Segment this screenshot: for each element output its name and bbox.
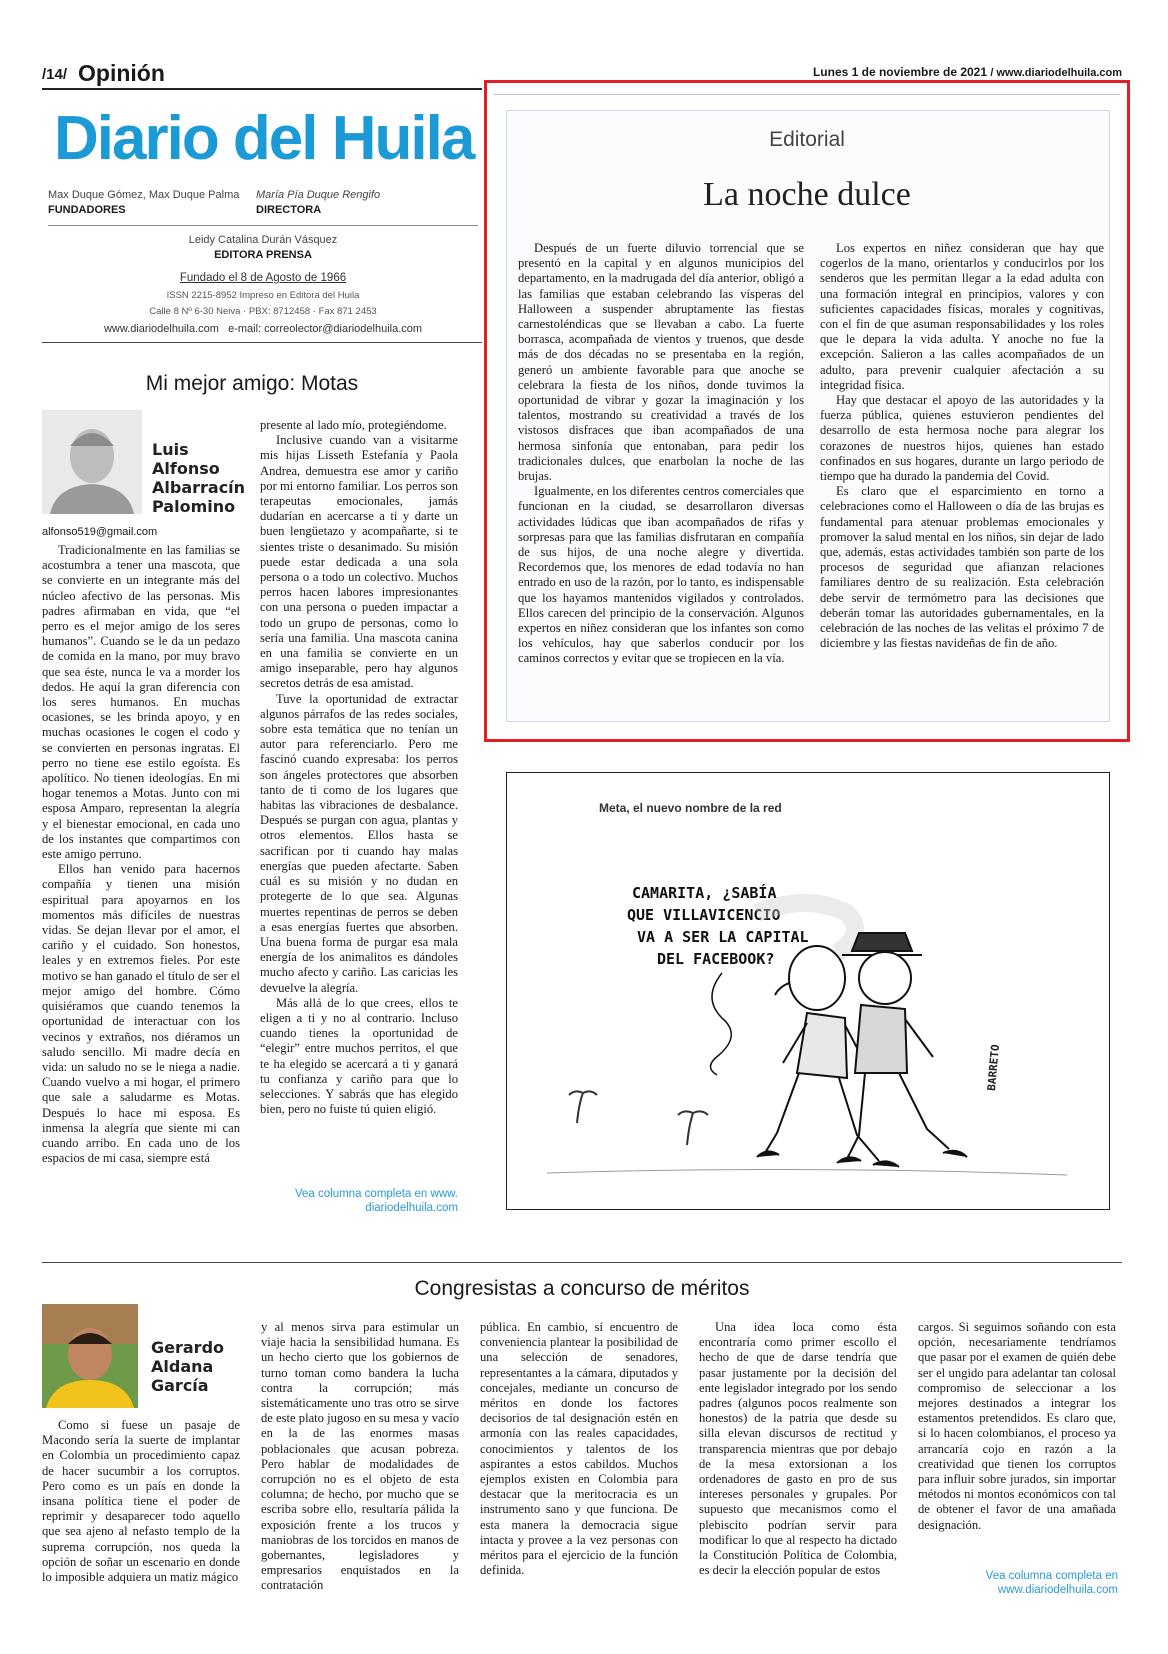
column2-body-e <box>918 1320 1116 1533</box>
editor-name: Leidy Catalina Durán Vásquez <box>188 234 338 246</box>
header-date <box>813 65 1122 79</box>
editorial-top-rule <box>494 94 1120 95</box>
paragraph: Igualmente, en los diferentes centros comerciales que funcionan en la ciudad, se desarrollaron diversas actividades lúdicas que iban acompañados de rifas y sorpresas para que las familias disfrutaran en compañía de sus hijos, de una noche alegre y divertida. Recordemos que, los menores de edad todavía no han entrado en uso de la razón, por lo tanto, es indispensable que los hayamos mantenidos vigilados y controlados. Ellos carecen del principio de la conservación. Algunos expertos en niñez consideran que los infantes son como los vehículos, hay que saberlos conducir por los caminos correctos y evitar que se tropiecen en la vía. <box>518 484 804 666</box>
director-label: DIRECTORA <box>256 204 322 216</box>
speech-line-2: QUE VILLAVICENCIO <box>627 906 781 924</box>
founders-names: Max Duque Gómez, Max Duque Palma <box>48 189 240 201</box>
column1-title: Mi mejor amigo: Motas <box>145 372 359 395</box>
paragraph: Los expertos en niñez consideran que hay que cogerlos de la mano, orientarlos y conducirlos por los senderos que les permitan llegar a la edad adulta con una formación integral en principios, valores y con suficientes capacidades físicas, morales y cognitivas, con el fin de que asuman responsabilidades y los roles que le depara la vida adulta. Y anoche no fue la excepción. Salieron a las calles acompañados de un adulto, para prevenir cualquier afectación a su integridad física. <box>820 241 1104 392</box>
speech-line-4: DEL FACEBOOK? <box>657 950 775 968</box>
character-right <box>837 933 967 1163</box>
page-number: /14/ <box>42 66 68 83</box>
paragraph: Tradicionalmente en las familias se acostumbra a tener una mascota, que se convierte en un integrante más del núcleo afectivo de las personas. Mis padres afirmaban en vida, que “el perro es el mejor amigo de los seres humanos”. Cuando se le da un pedazo de comida en la mano, por muy bravo que sea éste, nunca le va a morder los dedos. He aquí la gran diferencia con los seres humanos. En muchas ocasiones, se les brinda apoyo, y en muchas ocasiones le cogen el codo y se convierten en personas ingratas. El perro no tiene ese estilo egoísta. Es apolítico. No tienen ideologías. En mi hogar tenemos a Motas. Junto con mi esposa Amparo, representan la alegría y el bienestar emocional, en cada uno de los instantes que compartimos con este amigo perruno. <box>42 543 240 862</box>
paragraph: Hay que destacar el apoyo de las autoridades y la fuerza pública, quienes estuvieron pendientes del desarrollo de esta hermosa noche para alegrar los corazones de nuestros hijos, quienes han estado confinados en sus hogares, durante un largo periodo de tiempo que ha durado la pandemia del Covid. <box>820 393 1104 484</box>
paragraph: cargos. Si seguimos soñando con esta opción, necesariamente tendríamos que pasar por el examen de quién debe ser el ungido para adelantar tan colosal compromiso de seleccionar a los mejores destinados a integrar los estamentos pretendidos. Es claro que, si lo hacen colombianos, el proceso ya arrancaría cojo en razón a la creatividad que tienen los corruptos para influir sobre jurados, sin importar métodos ni montos económicos con tal de obtener el favor de una amañada designación. <box>918 1320 1116 1532</box>
founded-line: Fundado el 8 de Agosto de 1966 <box>179 272 347 284</box>
speech-tail <box>710 973 731 1075</box>
section-title: Opinión <box>78 60 165 86</box>
more-link-line-2[interactable]: www.diariodelhuila.com <box>997 1584 1118 1596</box>
paragraph: Ellos han venido para hacernos compañía y tienen una misión espiritual para apoyarnos en los momentos más difíciles de nuestras vidas. Se dejan llevar por el amor, el cariño y el cuidado. Son honestos, leales y en extremos fieles. Por este motivo se han ganado el título de ser el mejor amigo del hombre. Cómo quisiéramos que cuando tenemos la oportunidad de interactuar con los vecinos y extraños, nos diéramos un saludo sencillo. Mi madre decía en vida: un saludo no se le niega a nadie. Cuando vuelvo a mi hogar, el primero que sale a saludarme es Motas. Después lo hace mi esposa. Es inmensa la alegría que siente mi can cuando arribo. En cada uno de los espacios de mi casa, siempre está <box>42 862 240 1166</box>
director-name: María Pía Duque Rengifo <box>256 189 381 201</box>
cartoon-caption: Meta, el nuevo nombre de la red <box>599 801 782 815</box>
contact-line <box>48 323 478 335</box>
author-portrait-icon <box>42 1304 138 1408</box>
author-email[interactable]: alfonso519@gmail.com <box>42 526 158 538</box>
paragraph: Como si fuese un pasaje de Macondo sería la suerte de implantar en Colombia un procedimiento capaz de hacer sucumbir a los corruptos. Pero como es un país en donde la insana política tiene el poder de reprimir y desaparecer todo aquello que sea ajeno al nefasto templo de la suprema corrupción, nos queda la opción de soñar un escenario en donde lo imposible adquiera un matiz mágico <box>42 1418 240 1585</box>
web-link[interactable]: www.diariodelhuila.com <box>103 323 219 335</box>
column2-more-link[interactable] <box>918 1569 1118 1597</box>
column2-body-a <box>42 1418 240 1585</box>
founders-label: FUNDADORES <box>48 204 126 216</box>
column1-body-a <box>42 543 240 1166</box>
editor-label: EDITORA PRENSA <box>214 249 312 261</box>
speech-text <box>627 883 809 968</box>
cartoon-signature: BARRETO <box>985 1043 1003 1092</box>
speech-line-3: VA A SER LA CAPITAL <box>637 928 809 946</box>
column1-more-link[interactable]: Vea columna completa en www. diariodelhuila.com <box>294 1188 458 1214</box>
paragraph: presente al lado mío, protegiéndome. <box>260 418 447 432</box>
column2-title: Congresistas a concurso de méritos <box>414 1277 750 1300</box>
paragraph: Es claro que el esparcimiento en torno a celebraciones como el Halloween o día de las brujas es fundamental para atenuar problemas emocionales y promover la salud mental en los niños, sin dejar de lado que, además, estas actividades también son parte de los procesos de seguridad que afianzan relaciones familiares dentro de su realización. Esta celebración debe servir de termómetro para las decisiones que deberán tomar las autoridades gubernamentales, en la celebración de las noches de las velitas el próximo 7 de diciembre y las fiestas navideñas de fin de año. <box>820 484 1104 651</box>
header-website: / www.diariodelhuila.com <box>990 67 1122 79</box>
column2-body-b <box>261 1320 459 1594</box>
paragraph: Una idea loca como ésta encontraría como primer escollo el hecho de que de darse tendría que pasar justamente por la decisión del ente legislador integrado por los sendo padres (algunos pocos realmente son honestos) de la patria que desde su silla elevan discursos de rectitud y transparencia mientras que por debajo de la mesa extorsionan a los ordenadores de gasto en pro de sus intereses personales y grupales. Por supuesto que mecanismos como el plebiscito podrían servir para modificar lo que al respecto ha dictado la Constitución Política de Colombia, es decir la elección popular de estos <box>699 1320 897 1578</box>
column2-top-rule <box>42 1262 1122 1263</box>
column2-body-d <box>699 1320 897 1578</box>
author-photo-gerardo <box>42 1304 138 1408</box>
column2-body-c <box>480 1320 678 1578</box>
paragraph: Más allá de lo que crees, ellos te eligen a ti y no al contrario. Incluso cuando tienes la oportunidad de “elegir” entre muchos perritos, el que te ha elegido se acercará a ti y ganará tu confianza y cariño para que lo selecciones. Y sabrás que has elegido bien, pero no fuiste tú quien eligió. <box>260 995 458 1117</box>
date-text: Lunes 1 de noviembre de 2021 <box>812 65 988 79</box>
editorial-title: La noche dulce <box>703 176 911 213</box>
paragraph: Inclusive cuando van a visitarme mis hijas Lisseth Estefanía y Paola Andrea, demuestra ese amor y cariño por mi entorno familiar. Los perros son terapeutas emocionales, jamás dudarían en acercarse a ti y darte un buen lengüetazo y acompañarte, si te sientes triste o desanimado. Su misión puede estar dedicada a una sola persona o a todo un colectivo. Muchos perros hacen labores impresionantes con una persona o pueden impactar a todo un grupo de personas, como lo sería una familia. Una mascota canina en una familia se convierte en un amigo inseparable, pero hay algunos secretos detrás de esa amistad. <box>260 433 458 691</box>
cartoon-frame <box>506 772 1110 1210</box>
editor <box>48 233 478 263</box>
editorial-kicker: Editorial <box>769 128 845 151</box>
more-link-line-1[interactable]: Vea columna completa en <box>985 1570 1118 1582</box>
founders <box>48 188 248 218</box>
masthead-rule-1 <box>48 225 478 226</box>
cartoon-drawing <box>507 773 1109 1209</box>
paragraph: Tuve la oportunidad de extractar algunos párrafos de las redes sociales, sobre esta temática que no tenían un autor para referenciarlo. Pero me fascinó cuando expresaba: los perros son ángeles protectores que absorben tanto de ti como de los lugares que habitas las vibraciones de desbalance. Después se purgan con agua, plantas y otros elementos. Ellos hasta se sacrifican por ti cuando hay malas energías que pueden afectarte. Saben cuál es su misión y no dudan en protegerte de lo que sea. Algunas muertes repentinas de perros se deben a esas energías fuertes que absorben. Una buena forma de purgar esa mala energía de los animalitos es dándoles mucho afecto y cariño. Las caricias les devuelve la alegría. <box>260 691 458 995</box>
editorial-body-a <box>518 241 804 667</box>
masthead-rule-2 <box>42 342 482 343</box>
paragraph: pública. En cambio, sí encuentro de conveniencia plantear la posibilidad de una selección de senadores, representantes a la cámara, diputados y concejales, mediante un concurso de méritos en donde los factores decisorios de tal designación estén en armonía con las reales capacidades, conocimientos y talentos de los aspirantes a estos cabildos. Muchos ejemplos existen en Colombia para destacar que la meritocracia es un instrumento sano y que funciona. De esta manera la democracia sigue intacta y provee a la vez personas con méritos para el ejercicio de la función definida. <box>480 1320 678 1578</box>
speech-line-1: CAMARITA, ¿SABÍA <box>632 884 777 902</box>
author-name-luis: Luis Alfonso Albarracín Palomino <box>152 440 246 516</box>
column1-body-b <box>260 418 458 1117</box>
address-line: Calle 8 Nº 6-30 Neiva · PBX: 8712458 · Fax 871 2453 <box>149 306 377 317</box>
paragraph: y al menos sirva para estimular un viaje hacia la sensibilidad humana. Es un hecho cierto que los gobiernos de turno toman como bandera la lucha contra la corrupción; más sistemáticamente uno tras otro se sirve de este plato jugoso en su mesa y vacío en la de las enormes masas poblacionales que acusan pobreza. Pero hablar de modalidades de corrupción no es el objeto de esta columna; de hecho, por mucho que se escriba sobre ello, resultaría pálida la exposición frente a los trucos y maniobras de los torcidos en manos de gobernantes, legisladores y empresarios enquistados en la contratación <box>261 1320 459 1593</box>
masthead-logo: Diario del Huila <box>54 104 474 173</box>
email-link[interactable]: e-mail: correolector@diariodelhuila.com <box>228 323 423 335</box>
issn-line: ISSN 2215-8952 Impreso en Editora del Huila <box>166 290 360 301</box>
header-rule <box>42 88 482 90</box>
author-name-gerardo: Gerardo Aldana García <box>151 1338 225 1395</box>
author-photo-luis <box>42 410 142 514</box>
editorial-body-b <box>820 241 1104 651</box>
paragraph: Después de un fuerte diluvio torrencial que se presentó en la capital y en algunos municipios del departamento, en la madrugada del día anterior, obligó a las familias que estaban celebrando las vísperas del Halloween a suspender abruptamente las fiestas carnestoléndicas que se llevaban a cabo. La fuerte borrasca, acompañada de vientos y truenos, que desde más de dos décadas no se presentaba en la región, generó un ambiente favorable para que anoche se celebrara la fiesta de los niños, donde tuvimos la oportunidad de vibrar y gozar la imaginación y los talentos, mostrando su creatividad a través de los vistosos disfraces que iban acompañados de una hermosa sinfonía que entonaban, para pedir los tradicionales dulces, que enarbolan la noche de las brujas. <box>518 241 804 484</box>
author-portrait-icon <box>42 410 142 514</box>
director <box>256 188 456 218</box>
